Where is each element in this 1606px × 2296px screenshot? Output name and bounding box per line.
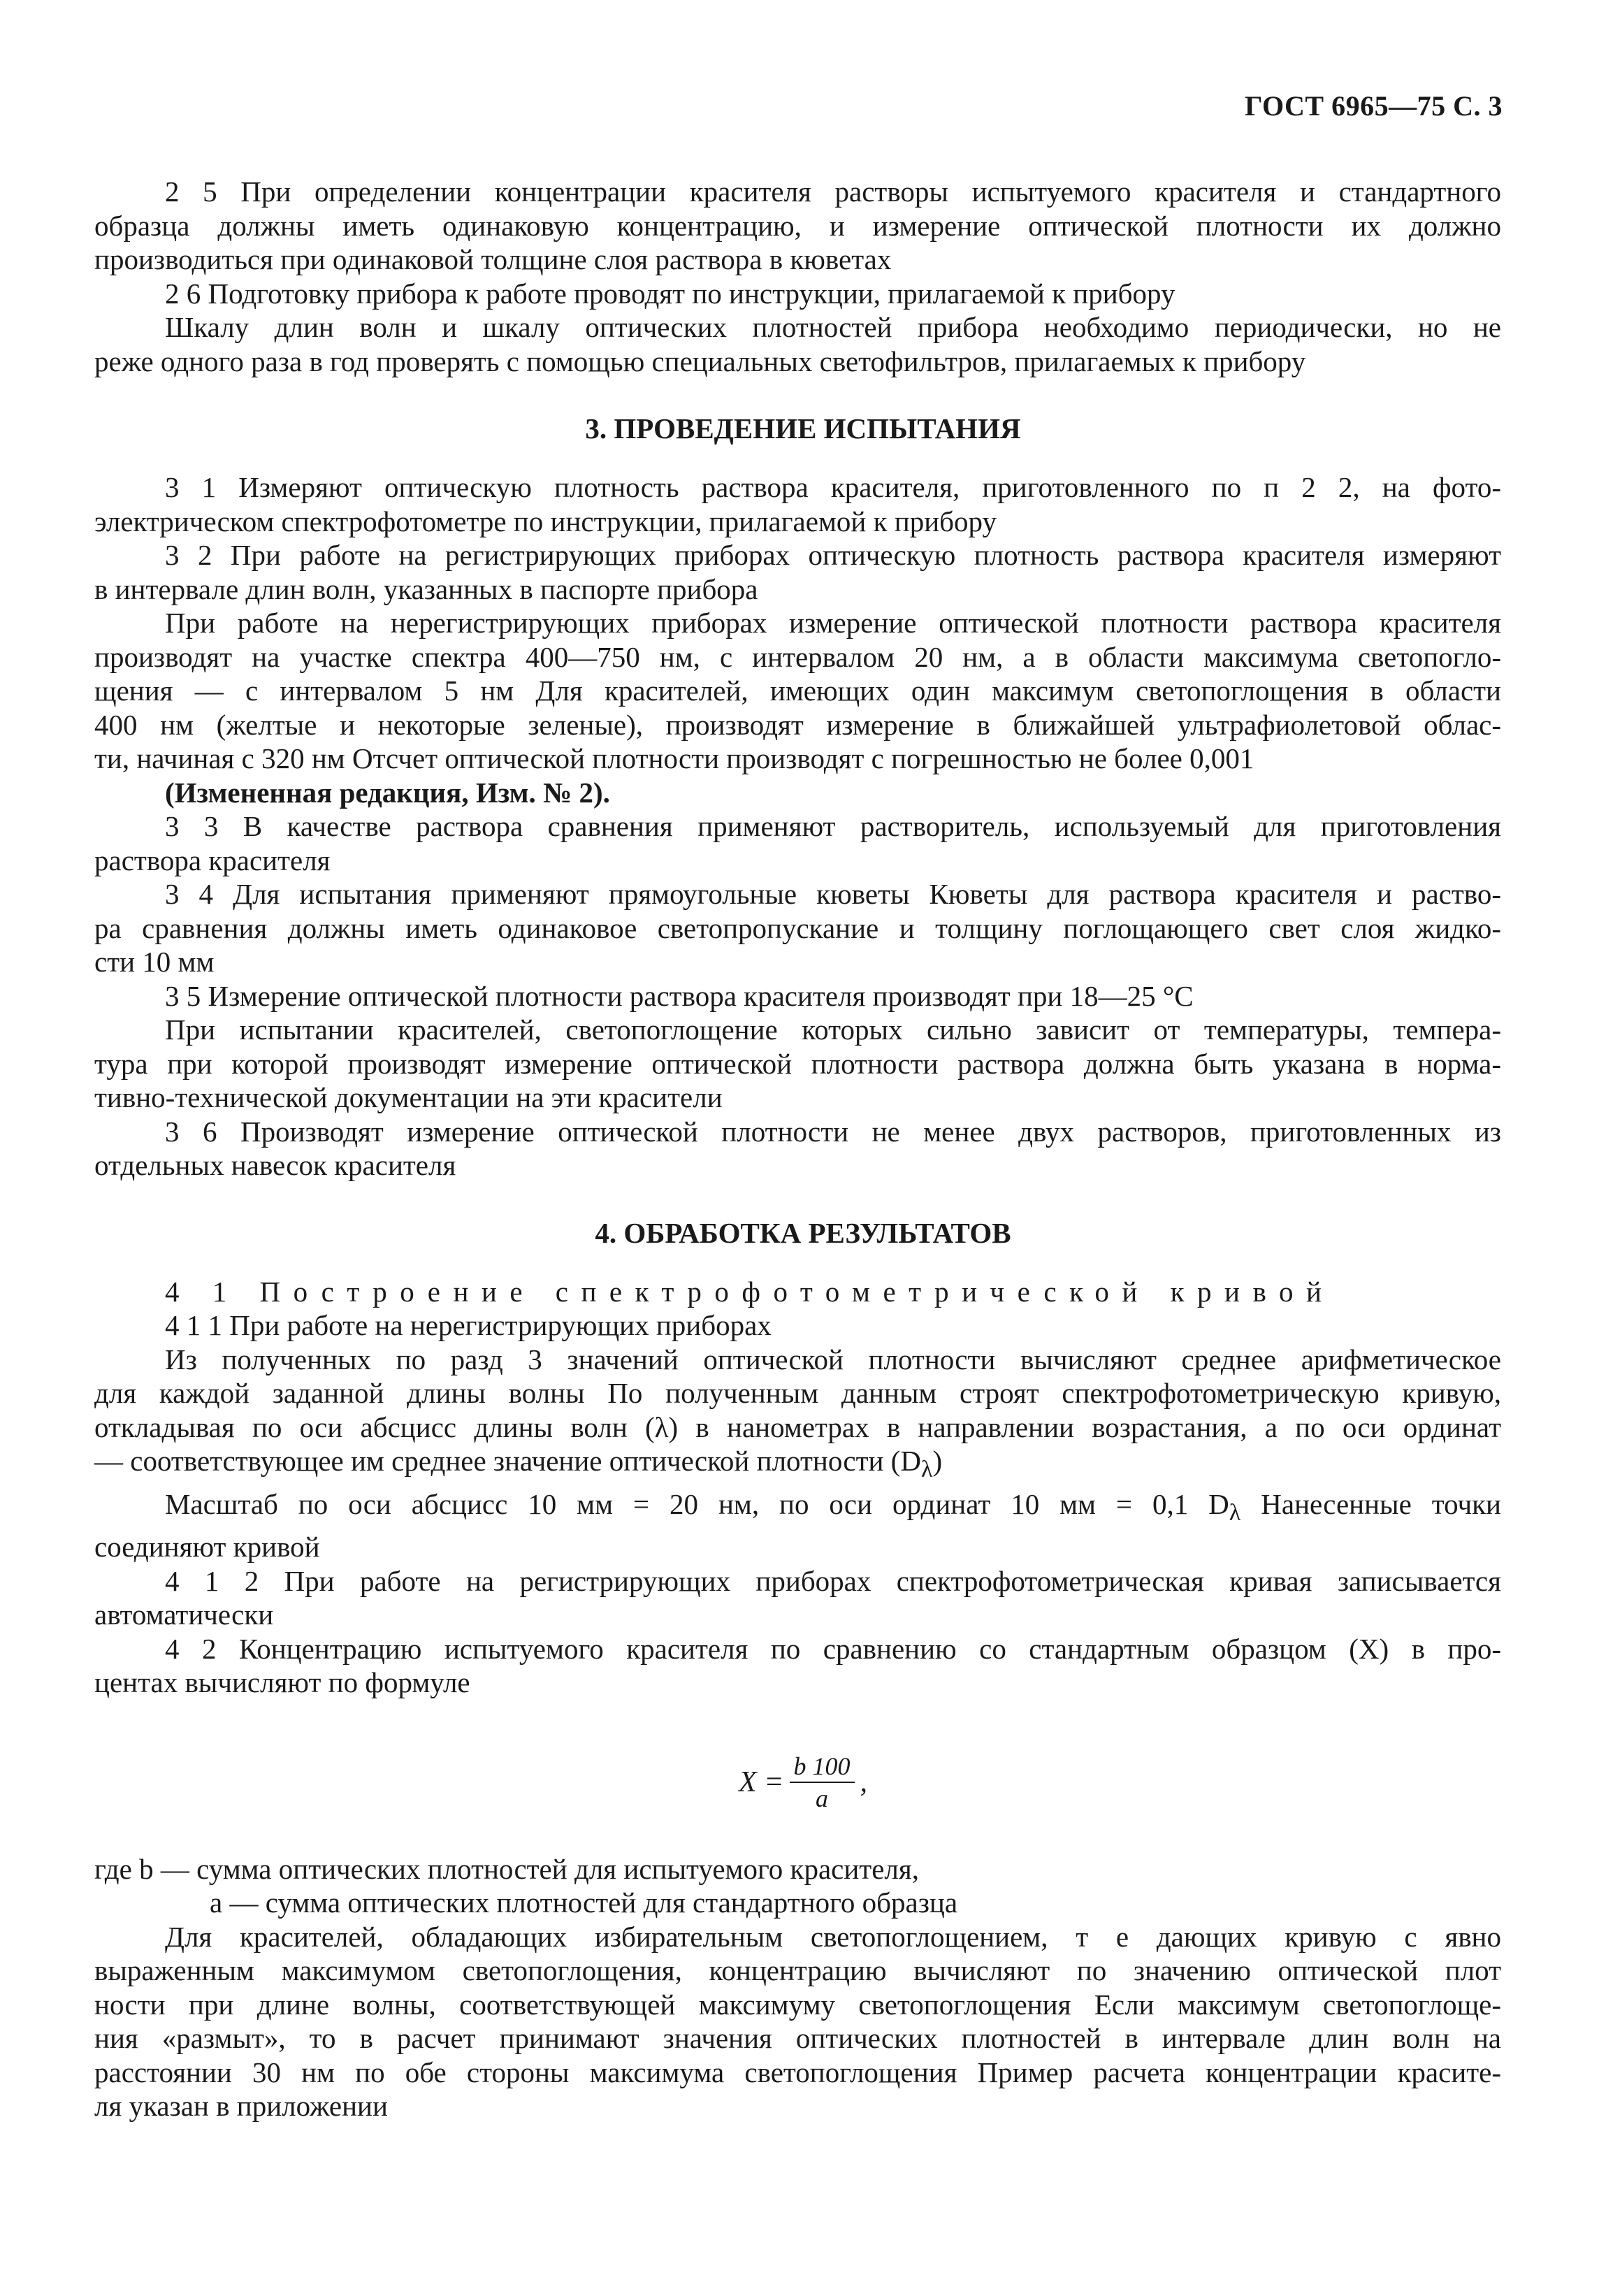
paragraph-3-2 bbox=[0, 538, 1606, 606]
text-line: 400 нм (желтые и некоторые зеленые), производят измерение в ближайшей ультрафиолетовой облас- bbox=[94, 708, 1501, 741]
paragraph-2-6-scale bbox=[0, 310, 1606, 378]
text-line: Для красителей, обладающих избирательным светопоглощением, т е дающих кривую с явно bbox=[165, 1920, 1501, 1953]
paragraph-3-3 bbox=[0, 809, 1606, 877]
lambda-subscript: λ bbox=[920, 1457, 933, 1483]
text-line: ности при длине волны, соответствующей максимуму светопоглощения Если максимум светопоглоще- bbox=[94, 1988, 1501, 2021]
text-line: Шкалу длин волн и шкалу оптических плотностей прибора необходимо периодически, но не bbox=[165, 311, 1501, 343]
paragraph-4-2 bbox=[0, 1632, 1606, 1700]
legend-b: где b — сумма оптических плотностей для испытуемого красителя, bbox=[94, 1852, 919, 1885]
text-line: ля указан в приложении bbox=[94, 2090, 388, 2123]
paragraph-scale bbox=[0, 1487, 1606, 1564]
text-line bbox=[94, 1444, 1501, 1487]
formula-numerator: b 100 bbox=[790, 1751, 855, 1783]
amendment-note: (Измененная редакция, Изм. № 2). bbox=[165, 776, 610, 809]
text-line: При испытании красителей, светопоглощение которых сильно зависит от температуры, темпера- bbox=[165, 1013, 1501, 1046]
paragraph-final bbox=[0, 1920, 1606, 2123]
paragraph-3-5-temperature bbox=[0, 1013, 1606, 1115]
text-line: При работе на нерегистрирующих приборах измерение оптической плотности раствора красителя bbox=[165, 607, 1501, 639]
text-line: 2 5 При определении концентрации красителя растворы испытуемого красителя и стандартного bbox=[165, 175, 1501, 208]
text-line: Из полученных по разд 3 значений оптической плотности вычисляют среднее арифметическое bbox=[165, 1343, 1501, 1376]
text-line: 3 1 Измеряют оптическую плотность раствора красителя, приготовленного по п 2 2, на фото- bbox=[165, 471, 1501, 503]
paragraph-3-2-nonregistering bbox=[0, 606, 1606, 776]
paragraph-4-1: 4 1 Построение спектрофотометрической кривой bbox=[165, 1275, 1335, 1308]
text-line: ти, начиная с 320 нм Отсчет оптической плотности производят с погрешностью не более 0,001 bbox=[94, 742, 1254, 774]
section-3-title: 3. ПРОВЕДЕНИЕ ИСПЫТАНИЯ bbox=[585, 412, 1021, 445]
text-line: автоматически bbox=[94, 1598, 274, 1631]
section-4-title: 4. ОБРАБОТКА РЕЗУЛЬТАТОВ bbox=[595, 1216, 1011, 1249]
text-line: сти 10 мм bbox=[94, 946, 215, 978]
concentration-formula bbox=[0, 1740, 1606, 1824]
text-line: реже одного раза в год проверять с помощью специальных светофильтров, прилагаемых к прибору bbox=[94, 345, 1306, 377]
text-line: 3 3 В качестве раствора сравнения применяют растворитель, используемый для приготовления bbox=[165, 810, 1501, 842]
formula-legend bbox=[0, 1852, 1606, 1920]
text-line: 3 2 При работе на регистрирующих приборах оптическую плотность раствора красителя измеряют bbox=[165, 539, 1501, 571]
text-span: ) bbox=[932, 1445, 943, 1477]
paragraph-4-1-1-body bbox=[0, 1343, 1606, 1487]
text-line: тивно-технической документации на эти красители bbox=[94, 1081, 723, 1113]
legend-a: a — сумма оптических плотностей для стандартного образца bbox=[210, 1886, 958, 1919]
text-line: 4 2 Концентрацию испытуемого красителя по сравнению со стандартным образцом (X) в про- bbox=[165, 1632, 1501, 1665]
formula-denominator: a bbox=[816, 1784, 828, 1812]
text-span: — соответствующее им среднее значение оптической плотности (D bbox=[94, 1445, 921, 1477]
text-line: 3 4 Для испытания применяют прямоугольные кюветы Кюветы для раствора красителя и раство- bbox=[165, 878, 1501, 910]
text-line: в интервале длин волн, указанных в паспорте прибора bbox=[94, 572, 758, 605]
text-line: расстоянии 30 нм по обе стороны максимума светопоглощения Пример расчета концентрации красите- bbox=[94, 2056, 1501, 2088]
text-line: отдельных навесок красителя bbox=[94, 1149, 456, 1181]
text-line: ра сравнения должны иметь одинаковое светопропускание и толщину поглощающего свет слоя жидко- bbox=[94, 911, 1501, 944]
text-line: раствора красителя bbox=[94, 844, 331, 876]
text-line: для каждой заданной длины волны По полученным данным строят спектрофотометрическую кривую, bbox=[94, 1377, 1501, 1409]
text-span: Масштаб по оси абсцисс 10 мм = 20 нм, по оси ординат 10 мм = 0,1 D bbox=[165, 1487, 1229, 1520]
lambda-subscript: λ bbox=[1229, 1499, 1241, 1526]
text-line: выраженным максимумом светопоглощения, концентрацию вычисляют по значению оптической плот bbox=[94, 1954, 1501, 1987]
text-line: 3 6 Производят измерение оптической плотности не менее двух растворов, приготовленных из bbox=[165, 1115, 1501, 1148]
text-line: центах вычисляют по формуле bbox=[94, 1666, 470, 1699]
paragraph-3-5: 3 5 Измерение оптической плотности раствора красителя производят при 18—25 °С bbox=[165, 979, 1194, 1012]
formula-lhs: X = bbox=[739, 1766, 784, 1798]
paragraph-3-1 bbox=[0, 470, 1606, 538]
paragraph-2-6: 2 6 Подготовку прибора к работе проводят по инструкции, прилагаемой к прибору bbox=[165, 277, 1175, 310]
text-line: электрическом спектрофотометре по инструкции, прилагаемой к прибору bbox=[94, 505, 997, 537]
paragraph-4-1-1: 4 1 1 При работе на нерегистрирующих приборах bbox=[165, 1309, 772, 1341]
text-line: откладывая по оси абсцисс длины волн (λ) в нанометрах в направлении возрастания, а по оси ординат bbox=[94, 1410, 1501, 1443]
paragraph-4-1-2 bbox=[0, 1564, 1606, 1632]
text-line: ния «размыт», то в расчет принимают значения оптических плотностей в интервале длин волн на bbox=[94, 2022, 1501, 2055]
page-header: ГОСТ 6965—75 С. 3 bbox=[1244, 90, 1503, 122]
text-line: щения — с интервалом 5 нм Для красителей, имеющих один максимум светопоглощения в области bbox=[94, 674, 1501, 707]
text-span: Нанесенные точки bbox=[1240, 1487, 1501, 1520]
paragraph-2-5 bbox=[0, 175, 1606, 277]
formula-fraction bbox=[790, 1751, 855, 1814]
paragraph-3-4 bbox=[0, 877, 1606, 979]
text-line: производят на участке спектра 400—750 нм, с интервалом 20 нм, а в области максимума светопогло- bbox=[94, 640, 1501, 673]
text-line: тура при которой производят измерение оптической плотности раствора должна быть указана в норма- bbox=[94, 1047, 1501, 1080]
text-line bbox=[165, 1487, 1501, 1531]
text-line: соединяют кривой bbox=[94, 1531, 320, 1564]
formula-tail: , bbox=[860, 1766, 867, 1798]
text-line: 4 1 2 При работе на регистрирующих приборах спектрофотометрическая кривая записывается bbox=[165, 1564, 1501, 1597]
text-line: производиться при одинаковой толщине слоя раствора в кюветах bbox=[94, 243, 892, 275]
page-content bbox=[0, 175, 1606, 2123]
paragraph-3-6 bbox=[0, 1115, 1606, 1183]
text-line: образца должны иметь одинаковую концентрацию, и измерение оптической плотности их должно bbox=[94, 209, 1501, 242]
